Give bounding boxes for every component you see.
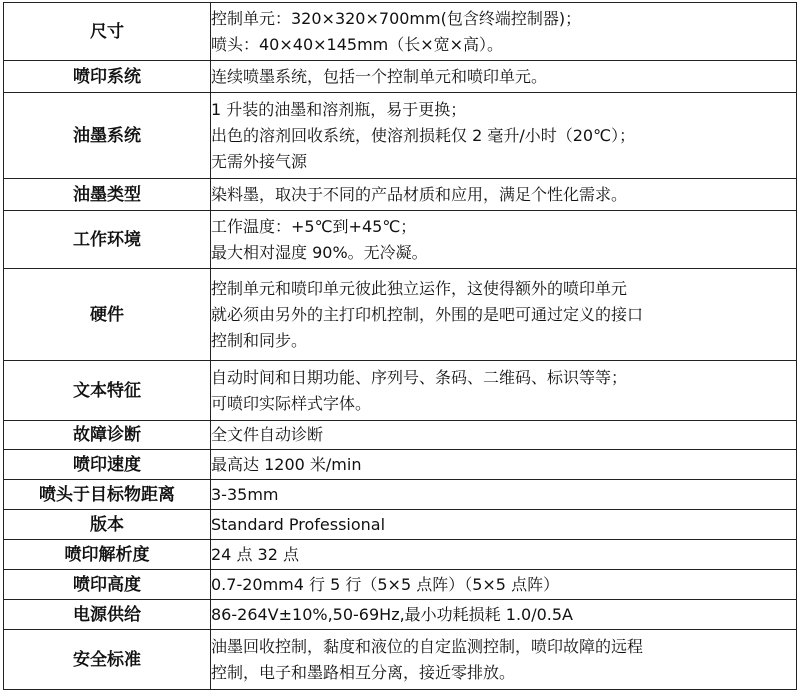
spec-label-version: 版本 xyxy=(4,510,211,540)
value-line: 1 升装的油墨和溶剂瓶，易于更换； xyxy=(211,99,467,119)
spec-value-size xyxy=(211,3,797,61)
spec-label-ink-type: 油墨类型 xyxy=(4,179,211,211)
spec-label-print-height: 喷印高度 xyxy=(4,570,211,600)
value-line: 3-35mm xyxy=(211,484,279,504)
value-line: 出色的溶剂回收系统，使溶剂损耗仅 2 毫升/小时（20℃）； xyxy=(211,125,636,145)
spec-label-nozzle-distance: 喷头于目标物距离 xyxy=(4,480,211,510)
table-row xyxy=(4,540,797,570)
spec-label-power-supply: 电源供给 xyxy=(4,600,211,630)
spec-value-ink-system xyxy=(211,93,797,179)
table-row xyxy=(4,450,797,480)
spec-value-print-system xyxy=(211,61,797,93)
value-line: 油墨回收控制，黏度和液位的自定监测控制，喷印故障的远程 xyxy=(211,636,644,656)
spec-label-environment: 工作环境 xyxy=(4,211,211,269)
value-line: 0.7-20mm4 行 5 行（5×5 点阵）（5×5 点阵） xyxy=(211,574,560,594)
table-row xyxy=(4,179,797,211)
value-line: 染料墨，取决于不同的产品材质和应用，满足个性化需求。 xyxy=(211,184,628,204)
spec-label-hardware: 硬件 xyxy=(4,269,211,361)
spec-label-diagnostics: 故障诊断 xyxy=(4,421,211,450)
spec-table xyxy=(3,2,797,690)
table-row xyxy=(4,600,797,630)
table-row xyxy=(4,61,797,93)
spec-value-power-supply xyxy=(211,600,797,630)
spec-value-safety-standard xyxy=(211,630,797,690)
spec-label-resolution: 喷印解析度 xyxy=(4,540,211,570)
table-row xyxy=(4,269,797,361)
value-line: 控制单元：320×320×700mm(包含终端控制器)； xyxy=(211,8,582,28)
value-line: 24 点 32 点 xyxy=(211,544,299,564)
value-line: 全文件自动诊断 xyxy=(211,425,324,444)
value-line: 无需外接气源 xyxy=(211,151,308,171)
value-line: 连续喷墨系统，包括一个控制单元和喷印单元。 xyxy=(211,66,548,86)
spec-label-text-features: 文本特征 xyxy=(4,361,211,421)
spec-label-ink-system: 油墨系统 xyxy=(4,93,211,179)
spec-value-environment xyxy=(211,211,797,269)
spec-label-print-speed: 喷印速度 xyxy=(4,450,211,480)
value-line: Standard Professional xyxy=(211,514,386,534)
value-line: 工作温度：+5℃到+45℃； xyxy=(211,216,417,236)
spec-value-hardware xyxy=(211,269,797,361)
spec-value-nozzle-distance xyxy=(211,480,797,510)
spec-value-version xyxy=(211,510,797,540)
value-line: 自动时间和日期功能、序列号、条码、二维码、标识等等； xyxy=(211,367,628,387)
spec-label-print-system: 喷印系统 xyxy=(4,61,211,93)
value-line: 最高达 1200 米/min xyxy=(211,454,362,474)
value-line: 控制单元和喷印单元彼此独立运作，这使得额外的喷印单元 xyxy=(211,278,628,298)
table-row xyxy=(4,421,797,450)
table-row xyxy=(4,570,797,600)
spec-label-safety-standard: 安全标准 xyxy=(4,630,211,690)
table-row xyxy=(4,93,797,179)
table-row xyxy=(4,480,797,510)
table-row xyxy=(4,630,797,690)
value-line: 控制，电子和墨路相互分离，接近零排放。 xyxy=(211,662,516,682)
spec-value-ink-type xyxy=(211,179,797,211)
spec-value-resolution xyxy=(211,540,797,570)
value-line: 可喷印实际样式字体。 xyxy=(211,393,372,413)
table-row xyxy=(4,510,797,540)
value-line: 最大相对湿度 90%。无冷凝。 xyxy=(211,242,428,262)
value-line: 喷头：40×40×145mm（长×宽×高）。 xyxy=(211,34,504,54)
spec-value-text-features xyxy=(211,361,797,421)
spec-value-print-speed xyxy=(211,450,797,480)
value-line: 控制和同步。 xyxy=(211,330,308,350)
value-line: 就必须由另外的主打印机控制，外围的是吧可通过定义的接口 xyxy=(211,304,644,324)
table-row xyxy=(4,211,797,269)
table-row xyxy=(4,361,797,421)
spec-value-diagnostics xyxy=(211,421,797,450)
value-line: 86-264V±10%,50-69Hz,最小功耗损耗 1.0/0.5A xyxy=(211,604,573,624)
spec-label-size: 尺寸 xyxy=(4,3,211,61)
spec-value-print-height xyxy=(211,570,797,600)
table-row xyxy=(4,3,797,61)
